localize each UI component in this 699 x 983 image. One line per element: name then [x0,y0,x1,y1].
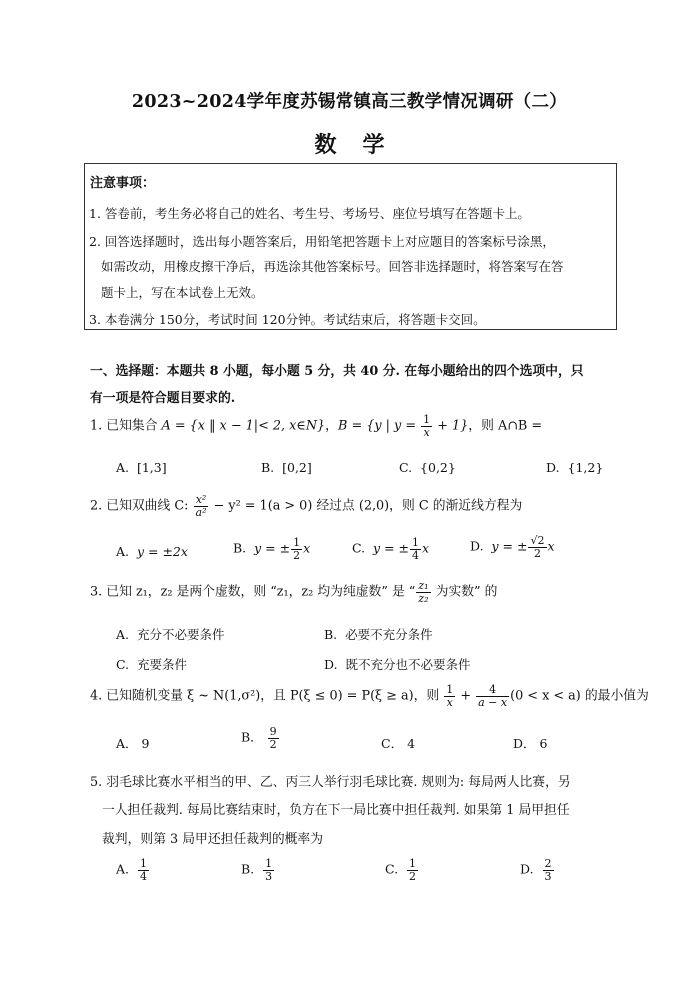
q2-option-d: D. y = ± $\frac{√2}{2}$ x [470,534,555,560]
denominator: z₂ [418,591,429,605]
q4-post: (0 < x < a) 的最小值为 [510,688,649,704]
q1-set-b-pre: B = {y | y = [337,418,421,434]
q2-mid: − y² = 1(a > 0) 经过点 (2,0)，则 C 的渐近线方程为 [209,498,523,514]
q3-post: 为实数” 的 [431,584,498,600]
notice-line: 题卡上，写在本试卷上无效。 [101,285,264,300]
q1-post: ，则 A∩B = [468,418,543,434]
q1-option-c: C. {0,2} [399,460,456,475]
fraction [444,684,455,708]
notice-line: 3. 本卷满分 150分，考试时间 120分钟。考试结束后，将答题卡交回。 [89,312,486,327]
question-2 [90,494,522,518]
q1-set-a: A = {x ‖ x − 1|< 2, x∈N} [161,418,326,434]
notice-line: 1. 答卷前，考生务必将自己的姓名、考生号、考场号、座位号填写在答题卡上。 [89,206,530,221]
q1-option-b: B. [0,2] [261,460,312,475]
q5-option-a: A. $\frac{1}{4}$ [116,857,147,883]
question-5-line: 一人担任裁判. 每局比赛结束时，负方在下一局比赛中担任裁判. 如果第 1 局甲担任 [102,803,570,818]
q4-option-d: D． 6 [513,736,548,751]
exam-title: 2023~2024学年度苏锡常镇高三教学情况调研（二） [131,92,568,112]
q4-option-a: A． 9 [116,736,150,751]
notice-heading: 注意事项： [90,176,156,191]
q2-option-c: C. y = ± $\frac{1}{4}$ x [352,536,430,562]
q5-option-c: C. $\frac{1}{2}$ [385,857,417,883]
denominator: x [446,695,453,709]
q5-option-b: B. $\frac{1}{3}$ [241,857,273,883]
notice-box [84,163,617,330]
denominator: a − x [478,695,508,709]
q3-pre: 3. 已知 z₁，z₂ 是两个虚数，则 “z₁，z₂ 均为纯虚数” 是 “ [90,584,416,600]
numerator: 1 [446,683,454,696]
q3-option-a: A. 充分不必要条件 [116,627,225,642]
fraction [421,414,432,438]
q3-option-d: D. 既不充分也不必要条件 [324,657,471,672]
q5-option-d: D. $\frac{2}{3}$ [520,857,552,883]
q2-option-b: B. y = ± $\frac{1}{2}$ x [233,536,311,562]
q4-pre: 4. 已知随机变量 ξ ~ N(1,σ²)，且 P(ξ ≤ 0) = P(ξ ≥ a)，则 [90,688,444,704]
q2-option-a: A. y = ±2x [116,544,188,559]
subject-title: 数学 [314,132,411,158]
q4-option-b: B． $\frac{9}{2}$ [241,725,277,751]
numerator: 4 [476,684,509,697]
q1-sep: ， [325,418,338,434]
question-5-line: 5. 羽毛球比赛水平相当的甲、乙、丙三人举行羽毛球比赛. 规则为: 每局两人比赛，另 [90,775,571,790]
question-5-line: 裁判，则第 3 局甲还担任裁判的概率为 [102,832,324,847]
q4-option-c: C． 4 [381,736,416,751]
q1-pre: 1. 已知集合 [90,418,162,434]
q3-option-b: B. 必要不充分条件 [324,627,433,642]
question-3 [90,580,497,604]
section-heading: 一、选择题：本题共 8 小题，每小题 5 分，共 40 分. 在每小题给出的四个选项中，只 [90,364,584,379]
denominator: x [423,425,430,439]
fraction [194,494,209,518]
notice-line: 如需改动，用橡皮擦干净后，再选涂其他答案标号。回答非选择题时，将答案写在答 [101,259,564,274]
q4-plus: + [456,688,476,704]
numerator: z₁ [418,579,429,592]
q1-option-a: A. [1,3] [116,460,167,475]
numerator: 1 [423,413,431,426]
question-1 [90,414,542,438]
denominator: a² [195,505,207,519]
q2-pre: 2. 已知双曲线 C: [90,498,193,514]
numerator: x² [194,494,209,507]
q3-option-c: C. 充要条件 [116,657,188,672]
q1-option-d: D. {1,2} [546,460,604,475]
q1-set-b-post: + 1} [433,418,469,434]
notice-line: 2. 回答选择题时，选出每小题答案后，用铅笔把答题卡上对应题目的答案标号涂黑， [89,234,555,249]
fraction [416,580,430,604]
question-4 [90,684,649,708]
section-heading-cont: 有一项是符合题目要求的. [90,391,236,406]
fraction [476,684,509,708]
